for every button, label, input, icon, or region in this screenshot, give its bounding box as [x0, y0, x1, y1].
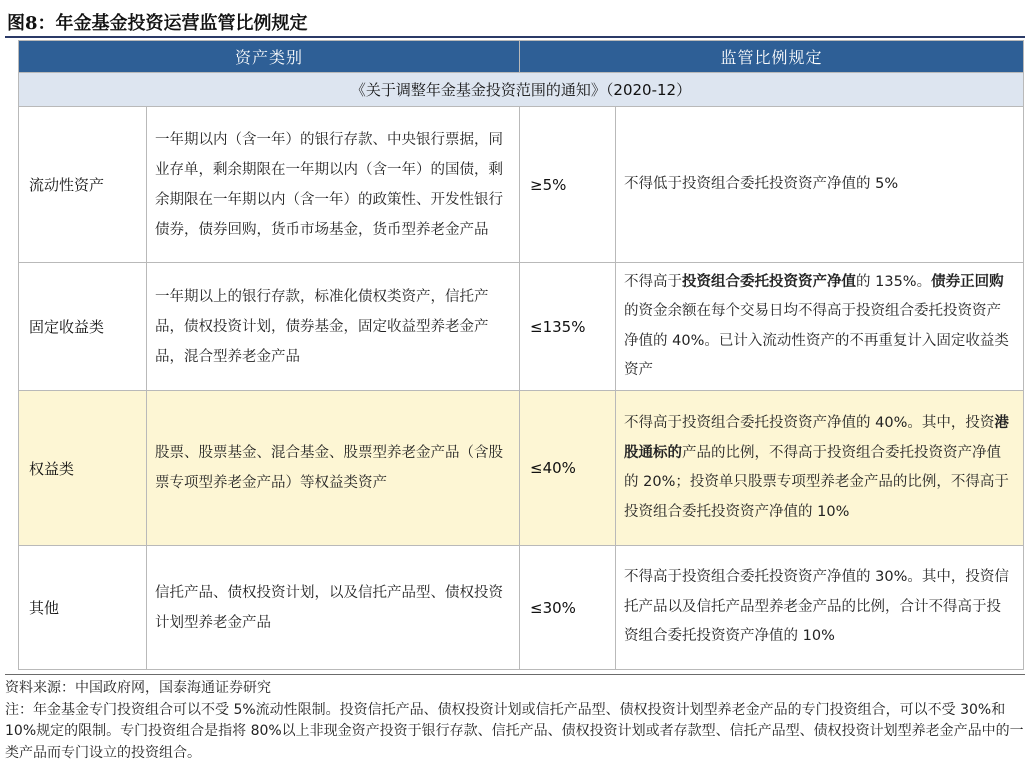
rule-text: 不得高于	[624, 273, 683, 290]
row-limit: ≤135%	[520, 263, 616, 391]
table-row	[19, 263, 1024, 391]
row-rule	[616, 391, 1024, 546]
header-regulation-ratio: 监管比例规定	[520, 41, 1024, 73]
header-asset-category: 资产类别	[19, 41, 520, 73]
rule-text-bold: 债券正回购	[931, 273, 1004, 290]
table-row	[19, 391, 1024, 546]
row-description: 股票、股票基金、混合基金、股票型养老金产品（含股票专项型养老金产品）等权益类资产	[147, 391, 520, 546]
footnote: 注：年金基金专门投资组合可以不受 5%流动性限制。投资信托产品、债权投资计划或信托产品型、债权投资计划型养老金产品的专门投资组合，可以不受 30%和 10%规定的限制。专门投资组合是指将 80%以上非现金资产投资于银行存款、信托产品、债权投资计划或者存款型、信托产品型、债权投资计划型养老金产品中的一类产品而专门设立的投资组合。	[5, 701, 1024, 761]
notice-row	[19, 73, 1024, 107]
row-category: 其他	[19, 546, 147, 670]
rule-text: 产品的比例，不得高于投资组合委托投资资产净值的 20%；投资单只股票专项型养老金产品的比例，不得高于投资组合委托投资资产净值的 10%	[624, 444, 1009, 520]
figure-title-bar	[5, 6, 1025, 38]
rule-text-bold: 投资组合委托投资资产净值	[682, 273, 857, 290]
rule-text: 的资金余额在每个交易日均不得高于投资组合委托投资资产净值的 40%。已计入流动性资产的不再重复计入固定收益类资产	[624, 303, 1009, 378]
table-row	[19, 107, 1024, 263]
row-limit: ≤30%	[520, 546, 616, 670]
row-category: 权益类	[19, 391, 147, 546]
source-note: 资料来源：中国政府网，国泰海通证券研究	[5, 680, 271, 696]
notice-title: 《关于调整年金基金投资范围的通知》（2020-12）	[19, 73, 1024, 107]
regulation-table	[18, 40, 1024, 670]
table-row	[19, 546, 1024, 670]
row-category: 流动性资产	[19, 107, 147, 263]
row-description: 一年期以内（含一年）的银行存款、中央银行票据，同业存单，剩余期限在一年期以内（含一年）的国债，剩余期限在一年期以内（含一年）的政策性、开发性银行债券，债券回购，货币市场基金，货币型养老金产品	[147, 107, 520, 263]
rule-text: 不得高于投资组合委托投资资产净值的 30%。其中，投资信托产品以及信托产品型养老金产品的比例，合计不得高于投资组合委托投资资产净值的 10%	[624, 569, 1009, 645]
rule-text: 不得低于投资组合委托投资资产净值的 5%	[624, 175, 899, 192]
row-description: 信托产品、债权投资计划，以及信托产品型、债权投资计划型养老金产品	[147, 546, 520, 670]
row-limit: ≤40%	[520, 391, 616, 546]
row-rule	[616, 107, 1024, 263]
row-category: 固定收益类	[19, 263, 147, 391]
header-row	[19, 41, 1024, 73]
footer	[5, 678, 1025, 764]
rule-text: 不得高于投资组合委托投资资产净值的 40%。其中，投资	[624, 415, 995, 431]
row-rule	[616, 546, 1024, 670]
row-rule	[616, 263, 1024, 391]
footer-divider	[5, 674, 1025, 675]
rule-text-bold: 港股通标的	[624, 415, 1009, 461]
row-description: 一年期以上的银行存款，标准化债权类资产，信托产品，债权投资计划，债券基金，固定收益型养老金产品，混合型养老金产品	[147, 263, 520, 391]
figure-title: 图8：年金基金投资运营监管比例规定	[7, 13, 308, 34]
rule-text: 的 135%。	[856, 273, 932, 290]
row-limit: ≥5%	[520, 107, 616, 263]
